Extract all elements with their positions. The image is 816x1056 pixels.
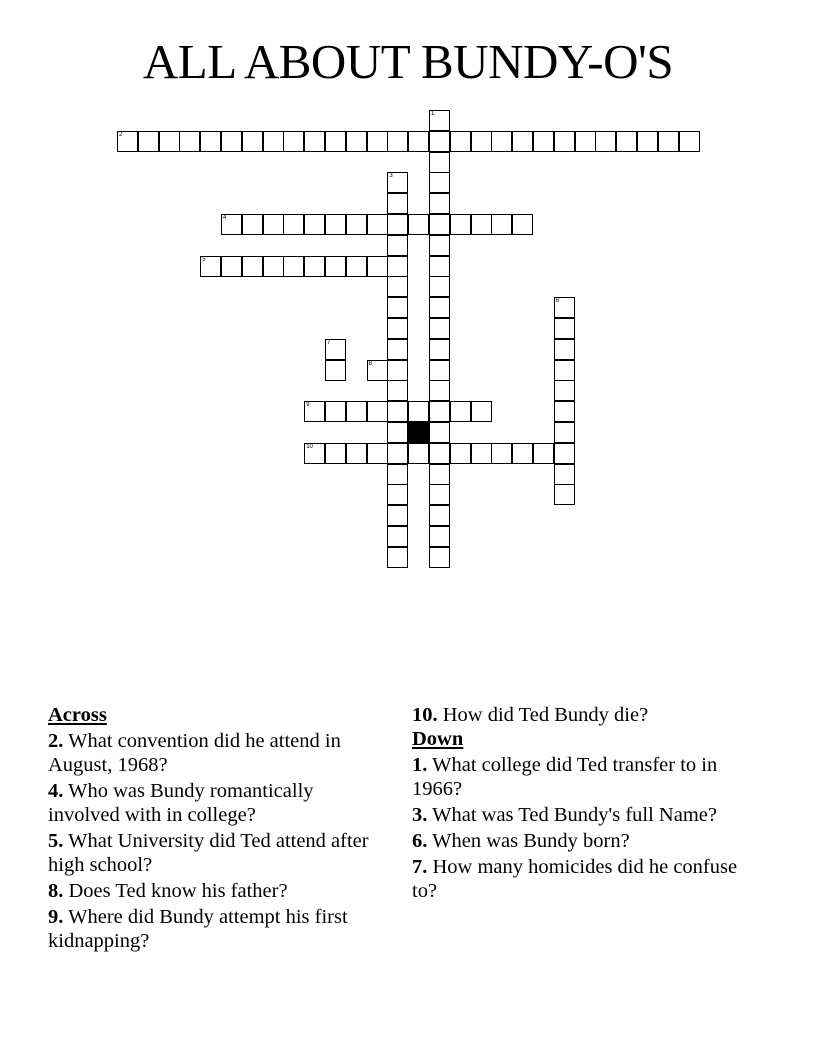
grid-cell[interactable] (387, 256, 408, 277)
grid-cell[interactable] (283, 256, 304, 277)
across-heading: Across (48, 704, 107, 726)
cell-number: 8 (368, 360, 372, 367)
grid-cell[interactable] (616, 131, 637, 152)
grid-cell[interactable] (387, 547, 408, 568)
grid-cell[interactable] (242, 256, 263, 277)
grid-cell[interactable] (387, 172, 408, 193)
grid-cell[interactable] (387, 443, 408, 464)
grid-cell[interactable] (554, 339, 575, 360)
grid-cell[interactable] (429, 297, 450, 318)
grid-cell[interactable] (408, 443, 429, 464)
grid-cell[interactable] (304, 401, 325, 422)
grid-cell[interactable] (554, 443, 575, 464)
grid-cell[interactable] (554, 360, 575, 381)
grid-cell[interactable] (429, 172, 450, 193)
grid-cell[interactable] (283, 214, 304, 235)
clue-across-9 (48, 905, 388, 953)
grid-cell[interactable] (554, 484, 575, 505)
clue-text: What University did Ted attend after high school? (48, 830, 369, 876)
grid-cell[interactable] (221, 214, 242, 235)
grid-cell[interactable] (429, 152, 450, 173)
clue-across-2 (48, 729, 388, 777)
grid-cell[interactable] (263, 131, 284, 152)
grid-cell[interactable] (221, 256, 242, 277)
grid-cell[interactable] (325, 214, 346, 235)
grid-cell[interactable] (533, 443, 554, 464)
grid-cell[interactable] (159, 131, 180, 152)
grid-cell[interactable] (387, 380, 408, 401)
clue-across-8 (48, 879, 388, 903)
grid-cell[interactable] (429, 484, 450, 505)
grid-cell[interactable] (554, 318, 575, 339)
grid-cell[interactable] (429, 339, 450, 360)
grid-cell[interactable] (554, 380, 575, 401)
grid-cell[interactable] (429, 443, 450, 464)
grid-cell[interactable] (387, 318, 408, 339)
clue-number: 6. (412, 830, 428, 852)
cell-number: 10 (306, 443, 313, 450)
clue-number: 7. (412, 856, 428, 878)
grid-cell[interactable] (491, 443, 512, 464)
grid-cell[interactable] (408, 214, 429, 235)
grid-cell[interactable] (367, 401, 388, 422)
grid-cell[interactable] (387, 422, 408, 443)
grid-cell[interactable] (408, 401, 429, 422)
grid-cell[interactable] (138, 131, 159, 152)
grid-cell[interactable] (471, 131, 492, 152)
grid-cell[interactable] (367, 256, 388, 277)
clue-number: 10. (412, 704, 438, 726)
grid-cell[interactable] (221, 131, 242, 152)
grid-cell[interactable] (263, 256, 284, 277)
clue-text: How did Ted Bundy die? (442, 704, 649, 726)
cell-number: 1 (431, 111, 435, 117)
grid-cell[interactable] (595, 131, 616, 152)
grid-cell[interactable] (429, 547, 450, 568)
grid-cell[interactable] (200, 256, 221, 277)
grid-cell[interactable] (304, 214, 325, 235)
grid-cell[interactable] (367, 131, 388, 152)
grid-cell[interactable] (679, 131, 700, 152)
grid-cell[interactable] (637, 131, 658, 152)
grid-cell[interactable] (346, 401, 367, 422)
grid-cell[interactable] (429, 464, 450, 485)
grid-cell[interactable] (533, 131, 554, 152)
cell-number: 3 (389, 173, 393, 180)
clue-number: 1. (412, 754, 428, 776)
page-title: ALL ABOUT BUNDY-O'S (142, 34, 674, 89)
clue-across-10 (412, 703, 752, 727)
grid-cell[interactable] (512, 214, 533, 235)
grid-cell[interactable] (304, 131, 325, 152)
grid-cell[interactable] (325, 401, 346, 422)
grid-cell[interactable] (387, 484, 408, 505)
grid-cell[interactable] (346, 131, 367, 152)
grid-cell[interactable] (367, 443, 388, 464)
grid-cell[interactable] (554, 401, 575, 422)
grid-cell[interactable] (512, 131, 533, 152)
clue-number: 3. (412, 804, 428, 826)
grid-cell[interactable] (387, 401, 408, 422)
grid-cell[interactable] (387, 464, 408, 485)
clue-text: What was Ted Bundy's full Name? (432, 804, 717, 826)
grid-cell[interactable] (658, 131, 679, 152)
grid-cell[interactable] (450, 401, 471, 422)
grid-cell[interactable] (387, 193, 408, 214)
clue-across-5 (48, 829, 388, 877)
cell-number: 9 (306, 402, 310, 409)
clue-text: What college did Ted transfer to in 1966? (412, 754, 718, 800)
clue-text: Where did Bundy attempt his first kidnapping? (48, 906, 348, 952)
clue-number: 4. (48, 780, 64, 802)
clue-text: How many homicides did he confuse to? (412, 856, 738, 902)
grid-cell[interactable] (429, 360, 450, 381)
grid-cell[interactable] (554, 464, 575, 485)
grid-cell[interactable] (325, 443, 346, 464)
grid-cell[interactable] (429, 422, 450, 443)
grid-cell[interactable] (387, 131, 408, 152)
grid-cell[interactable] (283, 131, 304, 152)
grid-cell[interactable] (471, 443, 492, 464)
clue-across-4 (48, 779, 388, 827)
grid-cell[interactable] (325, 339, 346, 360)
grid-cell[interactable] (429, 235, 450, 256)
grid-cell[interactable] (429, 401, 450, 422)
cell-number: 4 (223, 215, 227, 221)
grid-cell[interactable] (242, 131, 263, 152)
clue-down-6 (412, 829, 752, 853)
grid-cell[interactable] (346, 214, 367, 235)
grid-cell[interactable] (387, 339, 408, 360)
grid-cell[interactable] (387, 235, 408, 256)
grid-cell[interactable] (179, 131, 200, 152)
clue-text: When was Bundy born? (432, 830, 630, 852)
cell-number: 7 (327, 339, 331, 346)
grid-cell[interactable] (450, 214, 471, 235)
grid-cell[interactable] (429, 131, 450, 152)
clue-number: 2. (48, 730, 64, 752)
grid-cell[interactable] (450, 131, 471, 152)
grid-cell[interactable] (304, 256, 325, 277)
grid-cell[interactable] (429, 526, 450, 547)
grid-cell[interactable] (512, 443, 533, 464)
grid-cell[interactable] (387, 360, 408, 381)
grid-cell[interactable] (304, 443, 325, 464)
grid-cell[interactable] (429, 214, 450, 235)
grid-cell[interactable] (346, 256, 367, 277)
grid-cell[interactable] (429, 380, 450, 401)
clues-right-column (412, 703, 752, 903)
grid-block-cell (408, 422, 429, 443)
grid-cell[interactable] (429, 110, 450, 131)
grid-cell[interactable] (429, 256, 450, 277)
grid-cell[interactable] (429, 193, 450, 214)
grid-cell[interactable] (200, 131, 221, 152)
grid-cell[interactable] (575, 131, 596, 152)
grid-cell[interactable] (242, 214, 263, 235)
grid-cell[interactable] (117, 131, 138, 152)
grid-cell[interactable] (367, 214, 388, 235)
clue-down-1 (412, 753, 752, 801)
grid-cell[interactable] (554, 131, 575, 152)
grid-cell[interactable] (367, 360, 388, 381)
clue-text: Does Ted know his father? (68, 880, 288, 902)
grid-cell[interactable] (346, 443, 367, 464)
grid-cell[interactable] (387, 297, 408, 318)
grid-cell[interactable] (491, 131, 512, 152)
grid-cell[interactable] (387, 276, 408, 297)
cell-number: 2 (119, 131, 123, 138)
clue-number: 9. (48, 906, 64, 928)
clues-left-column (48, 703, 388, 953)
cell-number: 5 (202, 256, 206, 263)
grid-cell[interactable] (471, 401, 492, 422)
grid-cell[interactable] (387, 214, 408, 235)
grid-cell[interactable] (387, 505, 408, 526)
grid-cell[interactable] (554, 297, 575, 318)
grid-cell[interactable] (450, 443, 471, 464)
down-heading: Down (412, 728, 464, 750)
grid-cell[interactable] (387, 526, 408, 547)
grid-cell[interactable] (471, 214, 492, 235)
grid-cell[interactable] (325, 360, 346, 381)
grid-cell[interactable] (325, 256, 346, 277)
clue-number: 8. (48, 880, 64, 902)
grid-cell[interactable] (325, 131, 346, 152)
grid-cell[interactable] (429, 505, 450, 526)
clue-down-7 (412, 855, 752, 903)
cell-number: 6 (555, 298, 560, 305)
grid-cell[interactable] (491, 214, 512, 235)
grid-cell[interactable] (429, 276, 450, 297)
clue-number: 5. (48, 830, 64, 852)
grid-cell[interactable] (408, 131, 429, 152)
clue-down-3 (412, 803, 752, 827)
clue-text: Who was Bundy romantically involved with in college? (48, 780, 314, 826)
grid-cell[interactable] (429, 318, 450, 339)
grid-cell[interactable] (554, 422, 575, 443)
grid-cell[interactable] (263, 214, 284, 235)
clue-text: What convention did he attend in August, 1968? (48, 730, 341, 776)
